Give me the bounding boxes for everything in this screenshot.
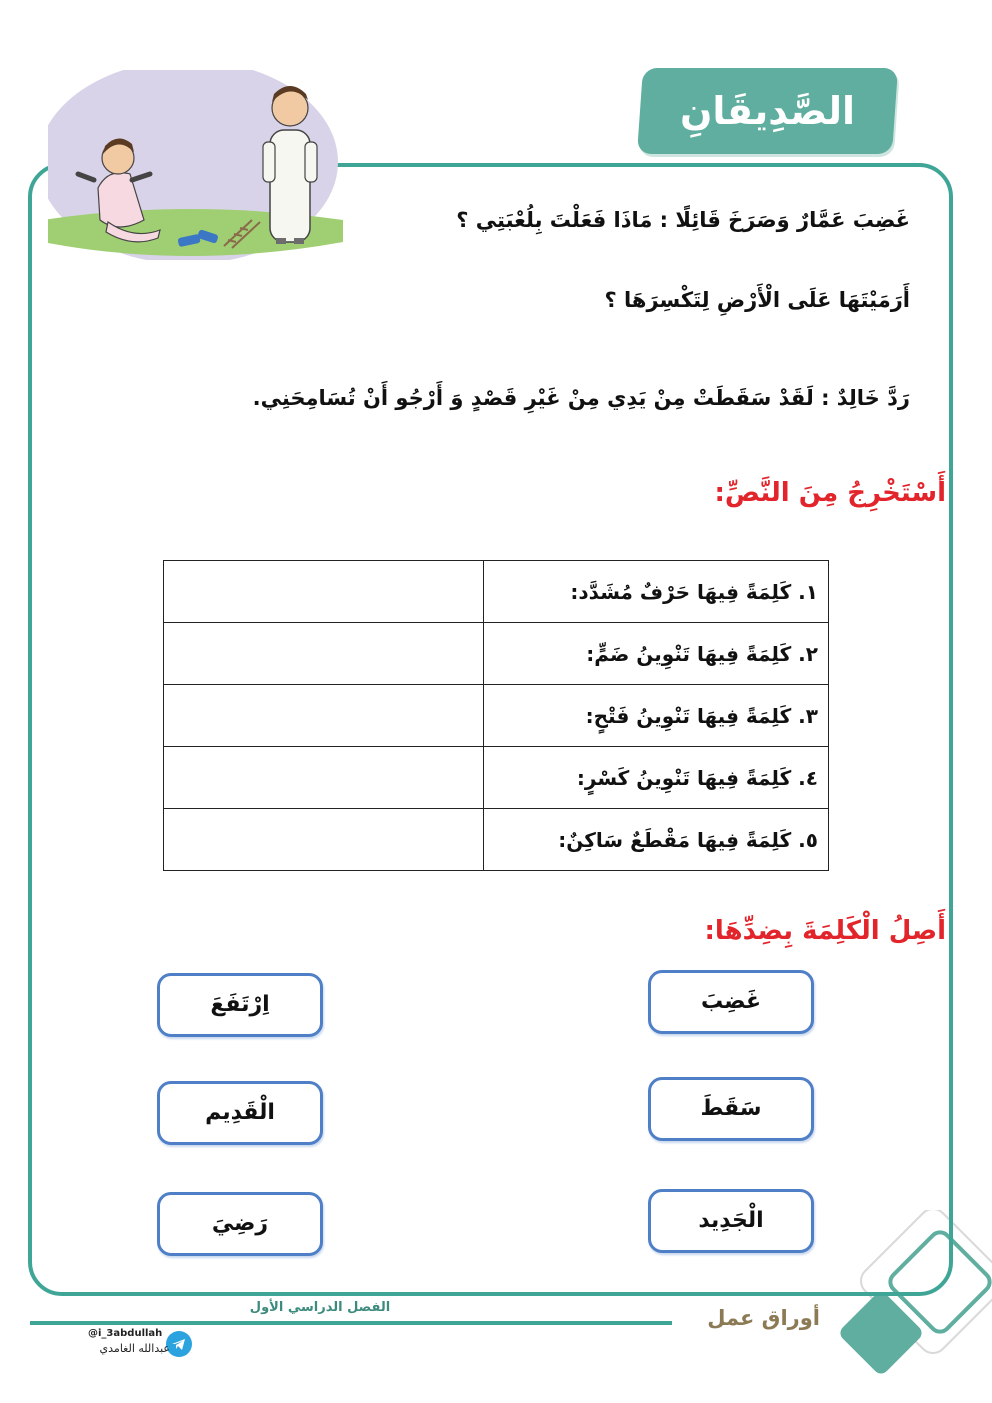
question-cell-1: ١. كَلِمَةً فِيهَا حَرْفٌ مُشَدَّد: [483, 561, 828, 623]
table-row [164, 561, 829, 623]
answer-cell-2[interactable] [164, 623, 484, 685]
answer-cell-3[interactable] [164, 685, 484, 747]
footer-divider [30, 1321, 672, 1325]
table-row [164, 685, 829, 747]
question-cell-5: ٥. كَلِمَةً فِيهَا مَقْطَعٌ سَاكِنٌ: [483, 809, 828, 871]
word-box-right-1[interactable]: غَضِبَ [648, 970, 814, 1034]
answer-cell-4[interactable] [164, 747, 484, 809]
answer-cell-1[interactable] [164, 561, 484, 623]
extract-table [163, 560, 829, 871]
footer-semester: الفصل الدراسي الأول [249, 1300, 391, 1315]
story-line-2: أَرَمَيْتَهَا عَلَى الْأَرْضِ لِتَكْسِرَهَا ؟ [604, 288, 910, 312]
word-box-right-3[interactable]: الْجَدِيد [648, 1189, 814, 1253]
table-row [164, 623, 829, 685]
word-box-left-1[interactable]: اِرْتَفَعَ [157, 973, 323, 1037]
story-line-1: غَضِبَ عَمَّارٌ وَصَرَخَ قَائِلًا : مَاذَا فَعَلْتَ بِلُعْبَتِي ؟ [456, 208, 910, 232]
table-row [164, 809, 829, 871]
match-heading: أَصِلُ الْكَلِمَةَ بِضِدِّهَا: [704, 916, 946, 946]
word-box-left-2[interactable]: الْقَدِيم [157, 1081, 323, 1145]
page-title: الصَّدِيقَانِ [679, 89, 855, 133]
question-cell-2: ٢. كَلِمَةً فِيهَا تَنْوِينُ ضَمٍّ: [483, 623, 828, 685]
table-row [164, 747, 829, 809]
answer-cell-5[interactable] [164, 809, 484, 871]
word-box-right-2[interactable]: سَقَطَ [648, 1077, 814, 1141]
word-box-left-3[interactable]: رَضِيَ [157, 1192, 323, 1256]
question-cell-3: ٣. كَلِمَةً فِيهَا تَنْوِينُ فَتْحٍ: [483, 685, 828, 747]
author-handle: @i_3abdullah [88, 1328, 163, 1339]
footer-worksheets: أوراق عمل [707, 1306, 820, 1330]
extract-heading: أَسْتَخْرِجُ مِنَ النَّصِّ: [714, 478, 946, 508]
question-cell-4: ٤. كَلِمَةً فِيهَا تَنْوِينُ كَسْرٍ: [483, 747, 828, 809]
story-line-3: رَدَّ خَالِدٌ : لَقَدْ سَقَطَتْ مِنْ يَدِي مِنْ غَيْرِ قَصْدٍ وَ أَرْجُو أَنْ تُسَامِحَنِي. [252, 386, 910, 410]
author-name: عبدالله الغامدي [99, 1342, 170, 1355]
